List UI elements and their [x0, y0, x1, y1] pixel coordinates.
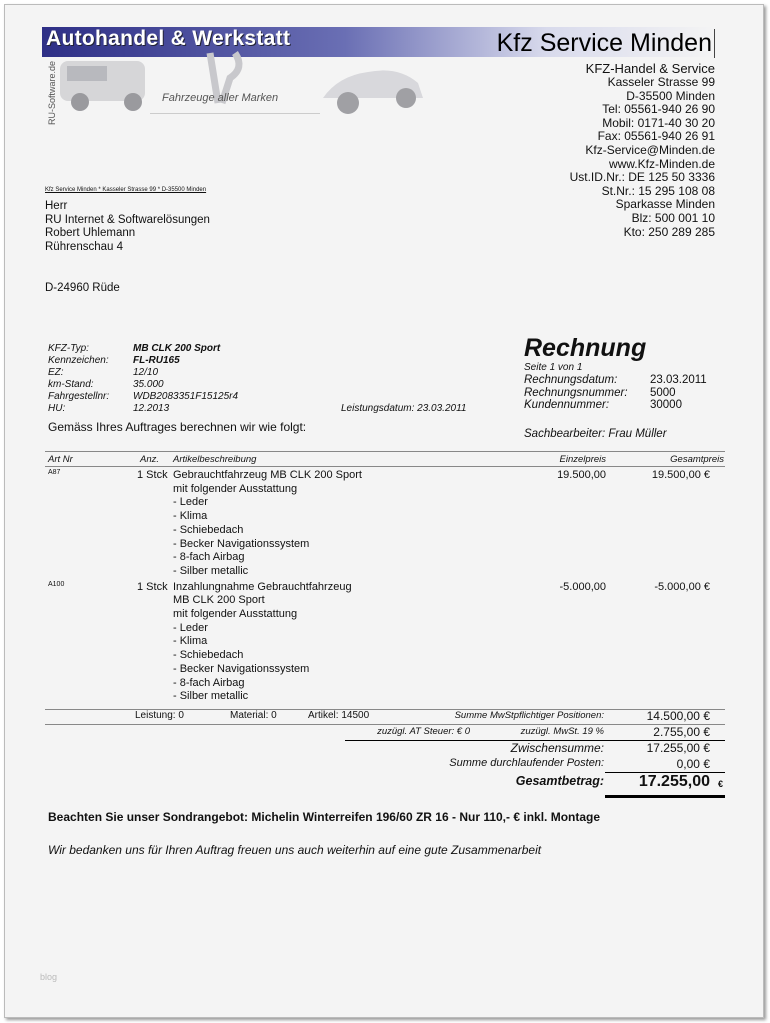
- vehicle-labels: [48, 343, 109, 415]
- sum-label: Summe MwStpflichtiger Positionen:: [454, 710, 604, 721]
- service-date: Leistungsdatum: 23.03.2011: [341, 403, 467, 414]
- table-row: [0, 469, 770, 579]
- thanks-text: Wir bedanken uns für Ihren Auftrag freuen uns auch weiterhin auf eine gute Zusammenarbeit: [48, 843, 542, 857]
- description-line: - 8-fach Airbag: [173, 551, 245, 564]
- description-line: - Becker Navigationssystem: [173, 662, 310, 675]
- total-price: -5.000,00 €: [654, 580, 710, 593]
- invoice-title: Rechnung: [524, 334, 647, 362]
- grand-total-currency: €: [717, 779, 723, 789]
- invoice-field-value: 5000: [650, 386, 676, 399]
- description-line: - Schiebedach: [173, 523, 244, 536]
- description-line: mit folgender Ausstattung: [173, 608, 298, 620]
- recipient-address: [45, 200, 210, 296]
- invoice-field-values: [650, 374, 707, 412]
- vehicle-value: 12.2013: [133, 403, 170, 414]
- banner-title: Autohandel & Werkstatt: [46, 27, 291, 50]
- recipient-line: [45, 255, 210, 282]
- subtotal-value: 17.255,00 €: [646, 741, 710, 755]
- grand-total-value: 17.255,00: [638, 773, 710, 790]
- description-line: - 8-fach Airbag: [173, 676, 245, 689]
- col-total-price: Gesamtpreis: [670, 454, 724, 465]
- vehicle-value: 35.000: [133, 379, 164, 390]
- art-nr: A87: [48, 469, 61, 476]
- sum-value: 14.500,00 €: [646, 709, 710, 723]
- description: [173, 469, 362, 579]
- invoice-field-label: Rechnungsdatum:: [524, 374, 618, 386]
- vehicle-value: MB CLK 200 Sport: [133, 343, 221, 354]
- description-line: - Klima: [173, 510, 208, 523]
- sender-line: Sparkasse Minden: [615, 197, 715, 212]
- description-line: - Leder: [173, 496, 208, 509]
- sender-line: Kfz-Service@Minden.de: [585, 142, 715, 157]
- table-row: [0, 581, 770, 704]
- total-price: 19.500,00 €: [651, 469, 710, 481]
- col-qty: Anz.: [140, 454, 160, 465]
- description-line: - Schiebedach: [173, 649, 244, 662]
- description-line: - Klima: [173, 635, 208, 648]
- at-tax: zuzügl. AT Steuer: € 0: [377, 726, 470, 737]
- description: [173, 581, 352, 704]
- sender-line: Ust.ID.Nr.: DE 125 50 3336: [569, 170, 715, 185]
- tagline: Fahrzeuge aller Marken: [162, 92, 279, 104]
- vertical-credit: RU-Software.de: [47, 60, 57, 125]
- leistung: Leistung: 0: [135, 710, 184, 721]
- quantity: 1 Stck: [137, 469, 168, 481]
- invoice-field-value: 23.03.2011: [650, 374, 707, 386]
- sender-line: Kasseler Strasse 99: [607, 75, 715, 89]
- recipient-line: D-24960 Rüde: [45, 281, 120, 294]
- vehicle-value: WDB2083351F15125r4: [133, 391, 239, 402]
- special-offer: Beachten Sie unser Sondrangebot: Michelin Winterreifen 196/60 ZR 16 - Nur 110,- € inkl. Montage: [48, 810, 601, 824]
- recipient-line: Robert Uhlemann: [45, 227, 136, 240]
- invoice-field-value: 30000: [650, 399, 682, 411]
- recipient-line: Herr: [45, 200, 68, 212]
- watermark: blog: [40, 972, 58, 982]
- sender-line: www.Kfz-Minden.de: [608, 156, 715, 171]
- unit-price: 19.500,00: [557, 469, 606, 481]
- description-line: Inzahlungnahme Gebrauchtfahrzeug: [173, 580, 352, 593]
- vehicle-label: Fahrgestellnr:: [48, 391, 110, 402]
- sender-line: Tel: 05561-940 26 90: [602, 102, 715, 117]
- sender-line: Kto: 250 289 285: [623, 224, 715, 239]
- sender-block: [570, 62, 715, 239]
- vehicle-label: KFZ-Typ:: [48, 343, 89, 354]
- vehicle-values: [133, 343, 238, 415]
- description-line: MB CLK 200 Sport: [173, 594, 265, 607]
- vehicle-value: FL-RU165: [133, 355, 180, 366]
- subtotal-label: Zwischensumme:: [510, 741, 604, 755]
- description-line: Gebrauchtfahrzeug MB CLK 200 Sport: [173, 469, 362, 481]
- sender-line: Mobil: 0171-40 30 20: [602, 115, 715, 130]
- return-address: Kfz Service Minden * Kasseler Strasse 99 * D-35500 Minden: [45, 187, 207, 193]
- sender-line: Fax: 05561-940 26 91: [597, 129, 715, 144]
- vehicle-label: Kennzeichen:: [48, 355, 109, 366]
- description-line: - Silber metallic: [173, 564, 249, 577]
- description-line: - Becker Navigationssystem: [173, 537, 310, 550]
- recipient-line: Rührenschau 4: [45, 241, 123, 254]
- sender-line: KFZ-Handel & Service: [585, 61, 715, 76]
- art-nr: A100: [48, 580, 65, 588]
- grand-total-label: Gesamtbetrag:: [515, 774, 604, 788]
- quantity: 1 Stck: [137, 580, 168, 593]
- material: Material: 0: [230, 710, 277, 721]
- description-line: - Leder: [173, 621, 208, 634]
- invoice-field-label: Rechnungsnummer:: [524, 386, 628, 399]
- vehicle-label: km-Stand:: [48, 379, 94, 390]
- description-line: mit folgender Ausstattung: [173, 482, 298, 495]
- clerk: Sachbearbeiter: Frau Müller: [524, 428, 667, 440]
- col-art-nr: Art Nr: [48, 454, 73, 465]
- vehicle-value: 12/10: [133, 367, 159, 378]
- vehicle-label: EZ:: [48, 367, 64, 378]
- sender-line: St.Nr.: 15 295 108 08: [601, 183, 715, 198]
- company-name: Kfz Service Minden: [497, 29, 715, 58]
- intro-text: Gemäss Ihres Auftrages berechnen wir wie folgt:: [48, 420, 307, 434]
- car-image: [318, 58, 428, 120]
- unit-price: -5.000,00: [559, 580, 606, 593]
- description-line: - Silber metallic: [173, 690, 249, 703]
- sender-line: Blz: 500 001 10: [631, 210, 715, 225]
- col-unit-price: Einzelpreis: [559, 454, 606, 465]
- invoice-page-number: Seite 1 von 1: [524, 362, 583, 373]
- vat-label: zuzügl. MwSt. 19 %: [520, 726, 604, 737]
- col-description: Artikelbeschreibung: [173, 454, 257, 465]
- invoice-field-labels: [524, 374, 628, 412]
- transit-items-label: Summe durchlaufender Posten:: [449, 757, 604, 769]
- transit-items-value: 0,00 €: [676, 757, 710, 771]
- recipient-line: RU Internet & Softwarelösungen: [45, 213, 210, 226]
- sender-line: D-35500 Minden: [626, 88, 715, 103]
- vat-value: 2.755,00 €: [653, 725, 710, 739]
- van-image: [55, 58, 155, 113]
- vehicle-label: HU:: [48, 403, 66, 414]
- invoice-field-label: Kundennummer:: [524, 399, 610, 411]
- artikel: Artikel: 14500: [308, 710, 370, 721]
